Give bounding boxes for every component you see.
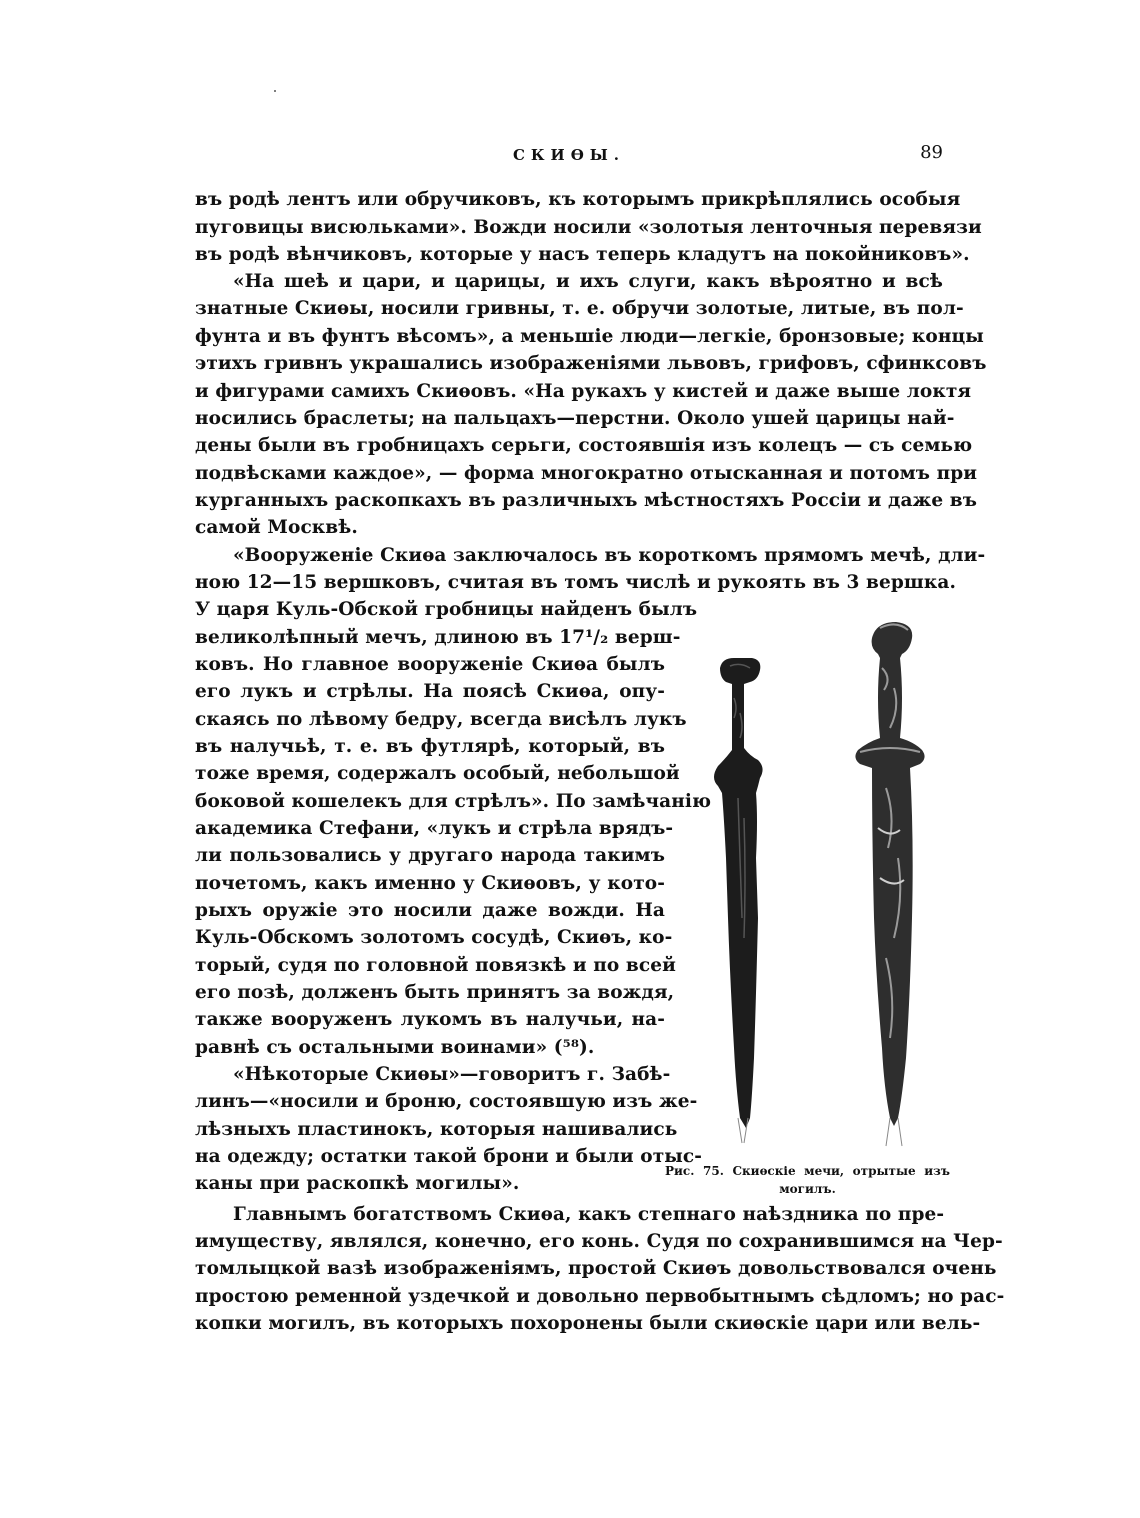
text-line: лѣзныхъ пластинокъ, которыя нашивались	[195, 1119, 678, 1140]
text-line: линъ—«носили и броню, состоявшую изъ же-	[195, 1091, 698, 1112]
text-line: академика Стефани, «лукъ и стрѣла врядъ-	[195, 818, 674, 839]
text-line: въ родѣ лентъ или обручиковъ, къ которымъ прикрѣплялись особыя	[195, 189, 961, 210]
text-line: простою ременной уздечкой и довольно первобытнымъ сѣдломъ; но рас-	[195, 1286, 1005, 1307]
text-line: томлыцкой вазѣ изображеніямъ, простой Скиѳъ довольствовался очень	[195, 1258, 997, 1279]
text-line: тоже время, содержалъ особый, небольшой	[195, 763, 680, 784]
text-line: равнѣ съ остальными воинами» (⁵⁸).	[195, 1037, 595, 1058]
text-line: каны при раскопкѣ могилы».	[195, 1173, 520, 1194]
caption-line: могилъ.	[779, 1182, 836, 1196]
figure-caption	[665, 1162, 950, 1198]
text-line: его позѣ, долженъ быть принятъ за вождя,	[195, 982, 675, 1003]
text-line: также вооруженъ лукомъ въ налучьи, на-	[195, 1009, 665, 1030]
print-speck	[274, 90, 276, 92]
text-line: ковъ. Но главное вооруженіе Скиѳа былъ	[195, 654, 665, 675]
text-line: торый, судя по головной повязкѣ и по всей	[195, 955, 676, 976]
text-line: этихъ гривнъ украшались изображеніями львовъ, грифовъ, сфинксовъ	[195, 353, 987, 374]
text-line: копки могилъ, въ которыхъ похоронены были скиѳскіе цари или вель-	[195, 1313, 981, 1334]
text-line: рыхъ оружіе это носили даже вожди. На	[195, 900, 665, 921]
text-line: дены были въ гробницахъ серьги, состоявшія изъ колецъ — съ семью	[195, 435, 973, 456]
text-line: почетомъ, какъ именно у Скиѳовъ, у кото-	[195, 873, 665, 894]
text-line: скаясь по лѣвому бедру, всегда висѣлъ лукъ	[195, 709, 687, 730]
page-number: 89	[920, 142, 943, 163]
text-line: «Нѣкоторые Скиѳы»—говоритъ г. Забѣ-	[233, 1064, 671, 1085]
figure-swords	[700, 618, 950, 1158]
running-head: СКИѲЫ.	[512, 146, 626, 164]
page-header	[195, 142, 943, 170]
right-sword	[855, 622, 924, 1146]
text-line: имуществу, являлся, конечно, его конь. Судя по сохранившимся на Чер-	[195, 1231, 1003, 1252]
caption-line: Рис. 75. Скиѳскіе мечи, отрытые изъ	[665, 1164, 950, 1178]
text-line: боковой кошелекъ для стрѣлъ». По замѣчанію	[195, 791, 712, 812]
text-line: Главнымъ богатствомъ Скиѳа, какъ степнаго наѣздника по пре-	[233, 1204, 945, 1225]
swords-illustration	[700, 618, 950, 1158]
text-line: въ родѣ вѣнчиковъ, которые у насъ теперь кладутъ на покойниковъ».	[195, 244, 970, 265]
text-line: курганныхъ раскопкахъ въ различныхъ мѣстностяхъ Россіи и даже въ	[195, 490, 977, 511]
left-sword	[714, 658, 763, 1143]
text-line: фунта и въ фунтъ вѣсомъ», а меньшіе люди—легкіе, бронзовые; концы	[195, 326, 984, 347]
text-line: великолѣпный мечъ, длиною въ 17¹/₂ верш-	[195, 627, 681, 648]
text-line: въ налучьѣ, т. е. въ футлярѣ, который, въ	[195, 736, 665, 757]
text-line: его лукъ и стрѣлы. На поясѣ Скиѳа, опу-	[195, 681, 665, 702]
text-line: У царя Куль-Обской гробницы найденъ былъ	[195, 599, 698, 620]
text-line: пуговицы висюльками». Вожди носили «золотыя ленточныя перевязи	[195, 217, 982, 238]
text-line: знатные Скиѳы, носили гривны, т. е. обручи золотые, литые, въ пол-	[195, 298, 964, 319]
text-line: на одежду; остатки такой брони и были отыс-	[195, 1146, 703, 1167]
text-line: ли пользовались у другаго народа такимъ	[195, 845, 665, 866]
text-line: «На шеѣ и цари, и царицы, и ихъ слуги, какъ вѣроятно и всѣ	[233, 271, 943, 292]
text-line: «Вооруженіе Скиѳа заключалось въ короткомъ прямомъ мечѣ, дли-	[233, 545, 986, 566]
text-line: подвѣсками каждое», — форма многократно отысканная и потомъ при	[195, 463, 978, 484]
text-line: и фигурами самихъ Скиѳовъ. «На рукахъ у кистей и даже выше локтя	[195, 381, 972, 402]
text-line: ною 12—15 вершковъ, считая въ томъ числѣ и рукоять въ 3 вершка.	[195, 572, 956, 593]
text-line: Куль-Обскомъ золотомъ сосудѣ, Скиѳъ, ко-	[195, 927, 673, 948]
text-line: носились браслеты; на пальцахъ—перстни. Около ушей царицы най-	[195, 408, 955, 429]
text-line: самой Москвѣ.	[195, 517, 358, 538]
